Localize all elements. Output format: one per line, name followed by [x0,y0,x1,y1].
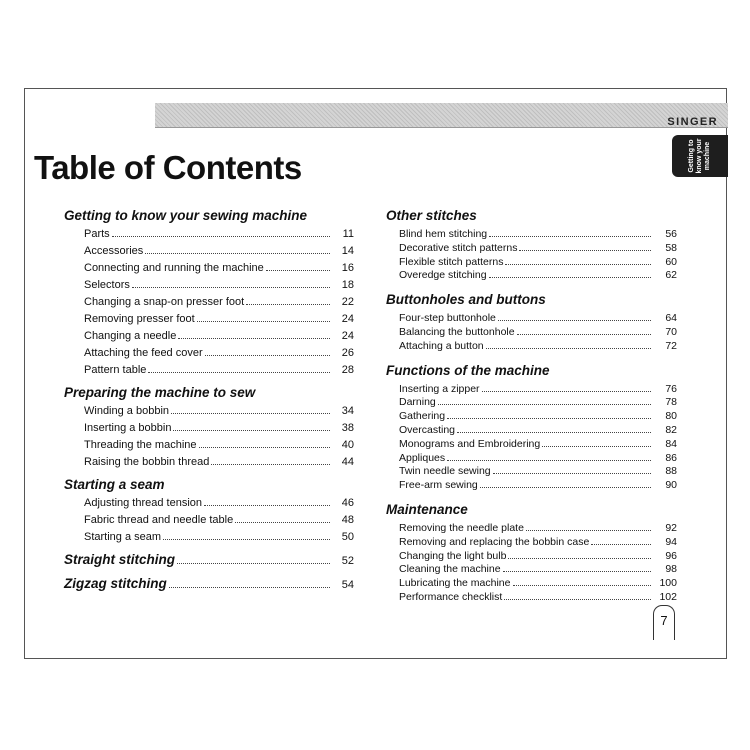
dot-leader [199,447,330,448]
dot-leader [447,418,651,419]
dot-leader [542,446,651,447]
toc-entry-label: Overcasting [399,423,456,436]
toc-entry [399,550,677,564]
toc-entry-page: 26 [341,347,354,359]
toc-entry-label: Raising the bobbin thread [84,456,210,468]
toc-entry [84,313,354,330]
toc-entry [399,452,677,466]
toc-entry-page: 24 [341,313,354,325]
toc-entry-page: 94 [665,535,677,548]
dot-leader [169,587,330,588]
toc-entry-page: 102 [659,590,677,603]
section-heading-label: Preparing the machine to sew [64,385,256,400]
toc-entry-label: Gathering [399,410,446,423]
dot-leader [489,236,651,237]
toc-entry-label: Attaching the feed cover [84,347,203,359]
dot-leader [526,530,651,531]
toc-entry [399,536,677,550]
dot-leader [519,250,651,251]
toc-entry [84,422,354,439]
toc-entry-page: 24 [341,330,354,342]
toc-entry-page: 88 [665,465,677,478]
toc-entry-page: 82 [665,423,677,436]
toc-entry-page: 98 [665,563,677,576]
toc-entry [399,383,677,397]
dot-leader [171,413,330,414]
section-heading [386,363,677,383]
dot-leader [148,372,330,373]
dot-leader [178,338,330,339]
toc-entry-label: Monograms and Embroidering [399,437,541,450]
dot-leader [503,571,651,572]
dot-leader [163,539,330,540]
toc-entry [399,424,677,438]
toc-entry-label: Selectors [84,279,130,291]
toc-right-column [386,208,677,605]
dot-leader [145,253,330,254]
toc-entry-page: 70 [665,325,677,338]
toc-entry-label: Parts [84,228,110,240]
toc-entry [399,396,677,410]
toc-entry-page: 90 [665,479,677,492]
dot-leader [505,264,651,265]
toc-entry-page: 48 [341,514,354,526]
toc-entry-page: 34 [341,405,354,417]
toc-entry-label: Connecting and running the machine [84,262,264,274]
toc-entry-label: Twin needle sewing [399,465,491,478]
dot-leader [591,544,651,545]
toc-entry-label: Starting a seam [84,531,162,543]
toc-entry-page: 22 [341,296,354,308]
toc-entry-page: 14 [341,245,354,257]
toc-entry [84,279,354,296]
toc-entry-label: Appliques [399,451,446,464]
section-gap [386,354,677,363]
toc-entry-page: 100 [659,577,677,590]
toc-entry [399,242,677,256]
toc-entry-page: 44 [341,456,354,468]
section-gap [386,283,677,292]
toc-entry-label: Adjusting thread tension [84,497,203,509]
brand-name: SINGER [667,116,718,128]
section-heading [64,477,354,497]
section-heading [386,208,677,228]
section-heading-label: Starting a seam [64,477,165,492]
section-heading [64,208,354,228]
dot-leader [438,404,651,405]
toc-entry [399,410,677,424]
section-heading [64,552,354,572]
toc-entry [84,347,354,364]
toc-left-column [64,208,354,596]
toc-entry [84,330,354,347]
toc-entry-label: Pattern table [84,364,147,376]
toc-entry-page: 50 [341,531,354,543]
toc-entry-label: Overedge stitching [399,269,487,282]
toc-entry-label: Cleaning the machine [399,563,501,576]
toc-entry-page: 76 [665,382,677,395]
toc-entry-page: 11 [342,228,354,240]
section-tab [672,135,728,177]
toc-entry [399,340,677,354]
toc-entry-label: Balancing the buttonhole [399,325,515,338]
toc-entry-label: Threading the machine [84,439,197,451]
section-heading [64,576,354,596]
dot-leader [493,473,651,474]
dot-leader [112,236,330,237]
toc-entry [399,326,677,340]
dot-leader [504,599,651,600]
dot-leader [205,355,330,356]
section-page-number: 54 [341,579,354,591]
section-heading-label: Zigzag stitching [64,576,167,591]
page-title: Table of Contents [34,149,302,186]
dot-leader [517,334,651,335]
section-heading-label: Functions of the machine [386,362,550,378]
toc-entry [84,405,354,422]
toc-entry-label: Performance checklist [399,590,503,603]
dot-leader [480,487,651,488]
toc-entry-label: Blind hem stitching [399,228,488,240]
toc-entry-page: 60 [665,255,677,268]
toc-entry [399,438,677,452]
toc-entry-label: Removing presser foot [84,313,195,325]
toc-entry [84,262,354,279]
toc-entry [84,364,354,381]
page-number: 7 [653,605,675,640]
toc-entry-label: Removing the needle plate [399,521,524,534]
toc-entry [84,245,354,262]
toc-entry-label: Darning [399,396,436,409]
toc-entry [399,522,677,536]
toc-entry-label: Lubricating the machine [399,577,511,590]
toc-entry-label: Free-arm sewing [399,479,478,492]
dot-leader [457,432,651,433]
toc-entry [399,563,677,577]
dot-leader [508,558,651,559]
toc-entry [399,228,677,242]
toc-entry-label: Inserting a zipper [399,382,480,395]
section-tab-label: Getting to know your machine [688,138,711,174]
toc-entry-label: Flexible stitch patterns [399,255,504,268]
toc-entry-page: 46 [341,497,354,509]
section-heading-label: Getting to know your sewing machine [64,208,308,223]
dot-leader [132,287,330,288]
toc-entry [84,439,354,456]
toc-entry [399,312,677,326]
toc-entry-label: Attaching a button [399,339,484,352]
dot-leader [498,320,651,321]
toc-entry-page: 40 [341,439,354,451]
toc-entry [84,456,354,473]
toc-entry-page: 84 [665,437,677,450]
toc-entry-page: 38 [341,422,354,434]
toc-entry [399,479,677,493]
dot-leader [482,391,651,392]
manual-page [24,88,727,659]
toc-entry [399,256,677,270]
dot-leader [204,505,330,506]
toc-entry-page: 80 [665,410,677,423]
toc-entry-page: 64 [665,312,677,325]
toc-entry-label: Inserting a bobbin [84,422,172,434]
section-page-number: 52 [341,555,354,567]
toc-entry-page: 28 [341,364,354,376]
dot-leader [173,430,330,431]
toc-entry [399,591,677,605]
section-heading [386,292,677,312]
toc-entry-label: Changing the light bulb [399,549,507,562]
toc-entry-page: 78 [665,396,677,409]
toc-entry-page: 86 [665,451,677,464]
dot-leader [489,277,651,278]
toc-entry [84,228,354,245]
toc-entry-label: Decorative stitch patterns [399,241,518,254]
toc-entry-label: Changing a needle [84,330,177,342]
dot-leader [266,270,330,271]
toc-entry-label: Winding a bobbin [84,405,170,417]
toc-entry [399,577,677,591]
toc-entry-label: Accessories [84,245,144,257]
toc-entry-label: Four-step buttonhole [399,312,496,325]
toc-entry-page: 56 [665,228,677,240]
toc-entry-page: 92 [665,521,677,534]
dot-leader [486,348,651,349]
toc-entry-page: 18 [341,279,354,291]
toc-entry-page: 96 [665,549,677,562]
section-heading [64,385,354,405]
dot-leader [177,563,330,564]
header-band [155,103,728,128]
toc-entry [84,497,354,514]
toc-entry-label: Fabric thread and needle table [84,514,234,526]
dot-leader [211,464,330,465]
dot-leader [513,585,652,586]
toc-entry-page: 58 [665,241,677,254]
section-heading-label: Maintenance [386,501,468,517]
section-heading-label: Other stitches [386,208,477,223]
dot-leader [235,522,330,523]
dot-leader [246,304,330,305]
toc-entry-page: 62 [665,269,677,282]
toc-entry [399,465,677,479]
section-heading-label: Buttonholes and buttons [386,292,546,308]
toc-entry [84,531,354,548]
toc-entry [84,296,354,313]
toc-entry [399,269,677,283]
toc-entry-page: 72 [665,339,677,352]
toc-entry-label: Removing and replacing the bobbin case [399,535,590,548]
section-gap [386,493,677,502]
dot-leader [447,460,651,461]
toc-entry-label: Changing a snap-on presser foot [84,296,245,308]
section-heading-label: Straight stitching [64,552,175,567]
section-heading [386,502,677,522]
toc-entry-page: 16 [341,262,354,274]
dot-leader [197,321,330,322]
toc-entry [84,514,354,531]
